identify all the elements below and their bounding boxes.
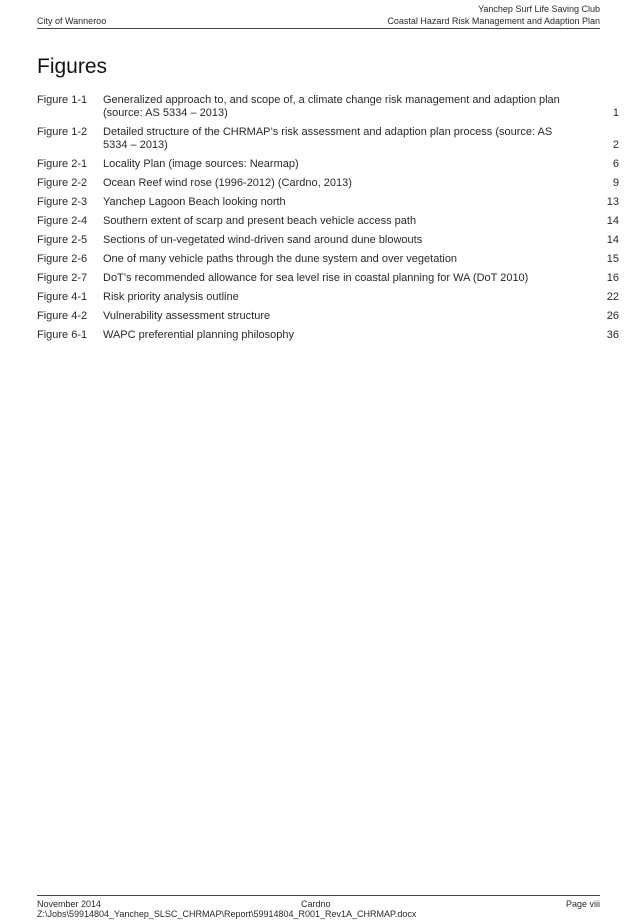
- figure-number: Figure 4-1: [37, 291, 88, 303]
- figure-entry[interactable]: [37, 215, 619, 228]
- figure-caption: Yanchep Lagoon Beach looking north: [103, 196, 286, 208]
- figure-entry[interactable]: [37, 329, 619, 342]
- figure-number: Figure 2-2: [37, 177, 88, 189]
- figure-page-number: 6: [612, 158, 619, 170]
- figure-page-number: 26: [606, 310, 619, 322]
- figure-entry[interactable]: [37, 272, 619, 285]
- figure-number: Figure 2-1: [37, 158, 88, 170]
- footer-company: Cardno: [301, 899, 331, 909]
- figure-number: Figure 1-2: [37, 126, 88, 138]
- figure-page-number: 13: [606, 196, 619, 208]
- figure-caption: Ocean Reef wind rose (1996-2012) (Cardno, 2013): [103, 177, 352, 189]
- figure-number: Figure 6-1: [37, 329, 88, 341]
- figure-entry[interactable]: [37, 234, 619, 247]
- figure-page-number: 14: [606, 234, 619, 246]
- figure-caption: Risk priority analysis outline: [103, 291, 239, 303]
- figure-number: Figure 1-1: [37, 94, 88, 106]
- figure-entry[interactable]: [37, 253, 619, 266]
- figure-page-number: 15: [606, 253, 619, 265]
- figure-caption: WAPC preferential planning philosophy: [103, 329, 294, 341]
- footer-date: November 2014: [37, 899, 102, 909]
- figure-caption: Generalized approach to, and scope of, a climate change risk management and adaption plan (source: AS 5334 – 2013): [103, 94, 560, 119]
- header-doc-title: Coastal Hazard Risk Management and Adaption Plan: [387, 16, 600, 26]
- footer-page-number: Page viii: [565, 899, 600, 909]
- figure-number: Figure 2-7: [37, 272, 88, 284]
- page-header: [37, 4, 600, 29]
- figure-number: Figure 2-5: [37, 234, 88, 246]
- figure-caption: Southern extent of scarp and present beach vehicle access path: [103, 215, 417, 227]
- figure-page-number: 1: [612, 107, 619, 119]
- page-title: Figures: [37, 55, 108, 78]
- figure-page-number: 16: [606, 272, 619, 284]
- figure-caption: One of many vehicle paths through the dune system and over vegetation: [103, 253, 458, 265]
- figure-caption: Locality Plan (image sources: Nearmap): [103, 158, 299, 170]
- figure-page-number: 9: [612, 177, 619, 189]
- figure-caption: Sections of un-vegetated wind-driven sand around dune blowouts: [103, 234, 423, 246]
- figure-number: Figure 2-6: [37, 253, 88, 265]
- figure-entry[interactable]: [37, 177, 619, 190]
- header-org: Yanchep Surf Life Saving Club: [478, 4, 600, 14]
- figure-caption: DoT’s recommended allowance for sea level rise in coastal planning for WA (DoT 2010): [103, 272, 529, 284]
- figure-entry[interactable]: [37, 126, 619, 152]
- figure-caption: Detailed structure of the CHRMAP’s risk assessment and adaption plan process (source: AS 5334 – 2013): [103, 126, 553, 151]
- footer-file-path: Z:\Jobs\59914804_Yanchep_SLSC_CHRMAP\Report\59914804_R001_Rev1A_CHRMAP.docx: [37, 909, 417, 919]
- figure-entry[interactable]: [37, 94, 619, 120]
- figure-page-number: 22: [606, 291, 619, 303]
- figure-page-number: 14: [606, 215, 619, 227]
- figure-page-number: 36: [606, 329, 619, 341]
- figure-list: [37, 94, 619, 348]
- header-client: City of Wanneroo: [37, 16, 107, 26]
- figure-entry[interactable]: [37, 158, 619, 171]
- figure-entry[interactable]: [37, 291, 619, 304]
- figure-page-number: 2: [612, 139, 619, 151]
- figure-entry[interactable]: [37, 310, 619, 323]
- figure-caption: Vulnerability assessment structure: [103, 310, 271, 322]
- figure-number: Figure 2-4: [37, 215, 88, 227]
- page-footer: [37, 895, 600, 922]
- figure-number: Figure 4-2: [37, 310, 88, 322]
- figure-entry[interactable]: [37, 196, 619, 209]
- figure-number: Figure 2-3: [37, 196, 88, 208]
